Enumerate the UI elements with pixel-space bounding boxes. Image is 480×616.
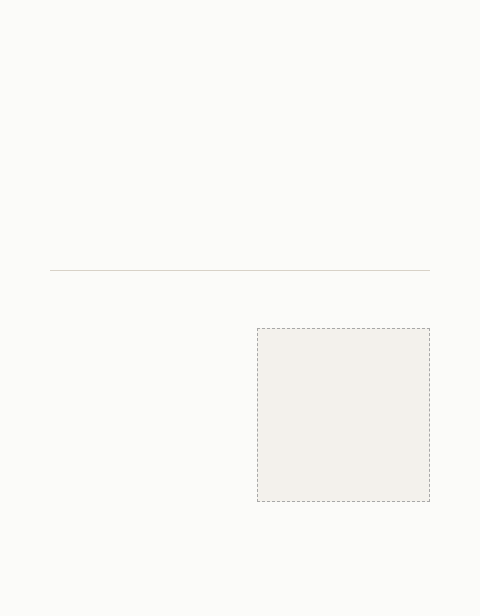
top-right-column — [245, 66, 430, 264]
section-divider — [50, 270, 430, 271]
article-title-row — [50, 276, 430, 312]
previous-article-continuation — [50, 66, 430, 264]
top-left-column — [50, 66, 235, 264]
article-body — [50, 320, 430, 560]
editor-note-box — [257, 328, 430, 502]
article-left-column — [50, 320, 235, 560]
article-right-column — [245, 320, 430, 560]
